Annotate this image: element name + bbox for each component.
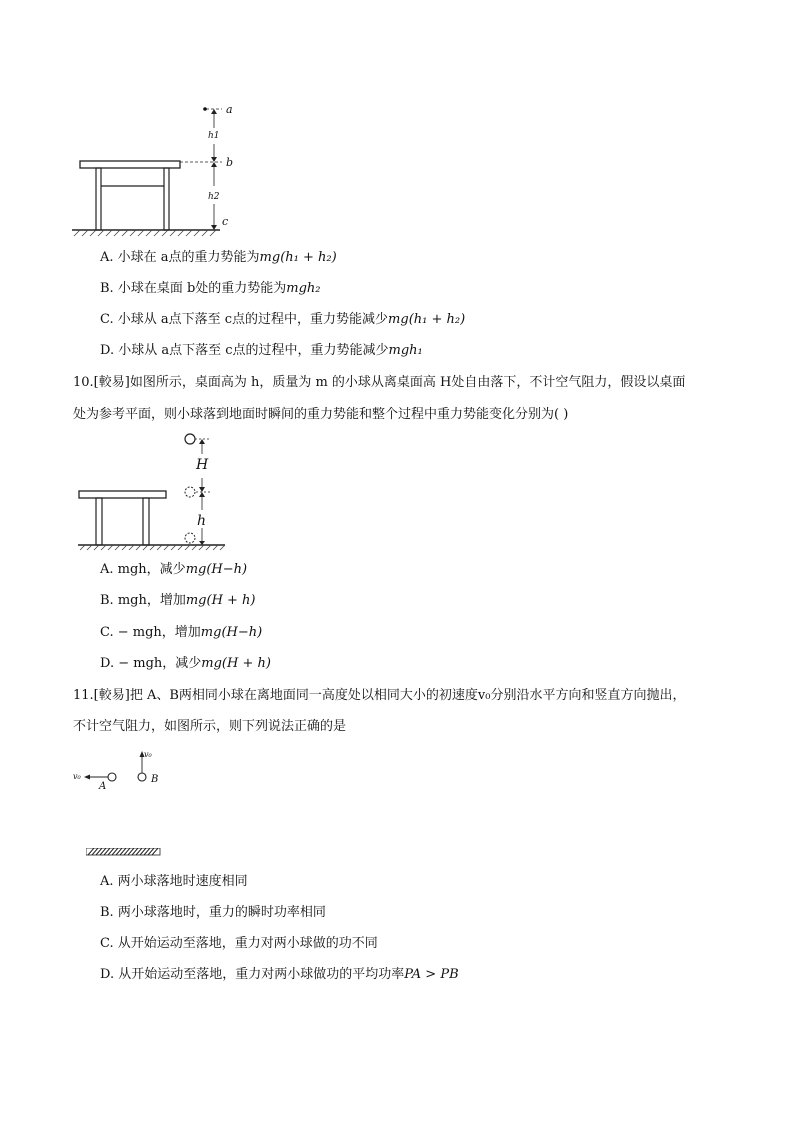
- q9-option-a[interactable]: [100, 250, 337, 266]
- figure-projectiles: [70, 745, 190, 805]
- label-c: c: [222, 215, 229, 228]
- option-text: B. 两小球落地时，重力的瞬时功率相同: [100, 905, 326, 920]
- option-text: A. mgh，减少: [100, 562, 186, 577]
- q11-stem-line1: 11.[較易]把 A、B两相同小球在离地面同一高度处以相同大小的初速度v₀分别沿水平方向和竖直方向抛出，: [73, 688, 686, 703]
- option-text: D. − mgh，减少: [100, 656, 202, 671]
- label-h: h: [197, 513, 207, 529]
- option-math: mgh₂: [286, 281, 321, 296]
- q11-option-c[interactable]: [100, 936, 378, 952]
- q10-option-a[interactable]: [100, 562, 247, 578]
- label-h1: h1: [208, 131, 220, 141]
- label-A: A: [99, 781, 107, 792]
- option-math: mg(h₁ + h₂): [388, 312, 466, 327]
- label-h2: h2: [208, 192, 220, 202]
- option-text: B. mgh，增加: [100, 593, 186, 608]
- q11-option-d[interactable]: [100, 967, 459, 983]
- option-text: B. 小球在桌面 b处的重力势能为: [100, 281, 287, 296]
- q11-option-a[interactable]: [100, 874, 248, 890]
- option-text: D. 从开始运动至落地，重力对两小球做功的平均功率: [100, 967, 405, 982]
- option-text: C. 小球从 a点下落至 c点的过程中，重力势能减少: [100, 312, 389, 327]
- q9-option-b[interactable]: [100, 281, 321, 297]
- option-math: mg(H−h): [185, 562, 248, 577]
- q9-option-c[interactable]: [100, 312, 465, 328]
- q10-stem-line2: 处为参考平面，则小球落到地面时瞬间的重力势能和整个过程中重力势能变化分别为( ): [73, 407, 569, 422]
- label-b: b: [226, 156, 234, 169]
- option-math: PA > PB: [404, 967, 459, 982]
- label-a: a: [226, 103, 233, 116]
- option-math: mg(H + h): [185, 593, 256, 608]
- option-math: mg(h₁ + h₂): [259, 250, 337, 265]
- figure-falling-ball: [70, 430, 240, 555]
- option-math: mg(H−h): [200, 625, 263, 640]
- option-text: D. 小球从 a点下落至 c点的过程中，重力势能减少: [100, 343, 389, 358]
- label-H: H: [196, 457, 209, 473]
- option-text: A. 两小球落地时速度相同: [100, 874, 248, 889]
- ground-strip: [86, 848, 162, 858]
- q10-option-b[interactable]: [100, 593, 256, 609]
- option-math: mgh₁: [388, 343, 423, 358]
- q11-stem-line2: 不计空气阻力，如图所示，则下列说法正确的是: [73, 719, 347, 734]
- label-v0-top: v₀: [144, 750, 152, 759]
- label-v0-left: v₀: [73, 772, 81, 781]
- option-math: mg(H + h): [201, 656, 271, 671]
- q10-option-d[interactable]: [100, 656, 271, 672]
- q10-stem-line1: 10.[較易]如图所示，桌面高为 h，质量为 m 的小球从离桌面高 H处自由落下，不计空气阻力，假设以桌面: [73, 375, 686, 390]
- option-text: C. − mgh，增加: [100, 625, 201, 640]
- label-B: B: [151, 774, 159, 785]
- q9-option-d[interactable]: [100, 343, 423, 359]
- option-text: A. 小球在 a点的重力势能为: [100, 250, 260, 265]
- q10-option-c[interactable]: [100, 625, 262, 641]
- q11-option-b[interactable]: [100, 905, 326, 921]
- option-text: C. 从开始运动至落地，重力对两小球做的功不同: [100, 936, 378, 951]
